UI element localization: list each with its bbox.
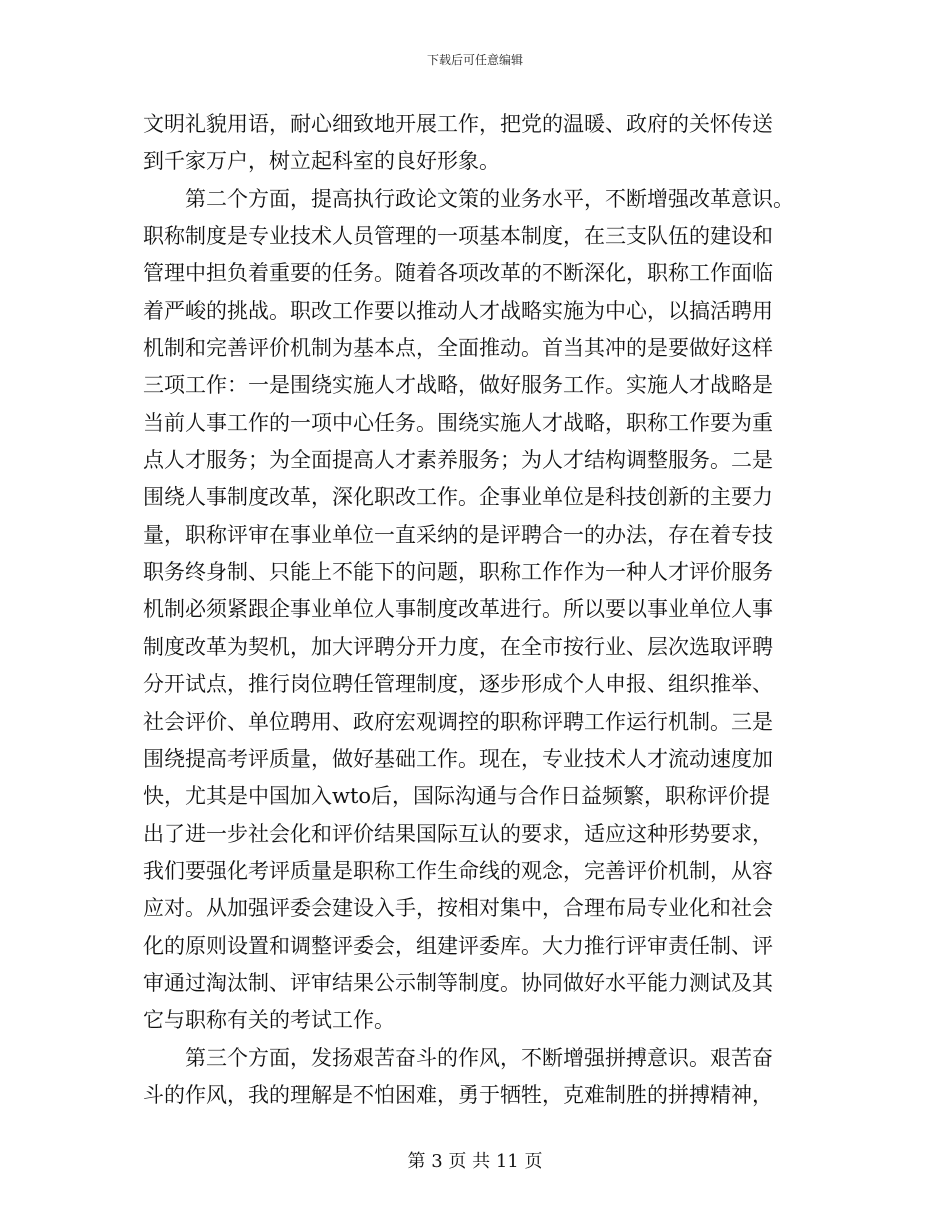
text-line-7: 机制和完善评价机制为基本点，全面推动。首当其冲的是要做好这样 <box>143 336 773 361</box>
text-line-17: 社会评价、单位聘用、政府宏观调控的职称评聘工作运行机制。三是 <box>143 709 773 734</box>
text-line-14: 机制必须紧跟企事业单位人事制度改革进行。所以要以事业单位人事 <box>143 597 773 622</box>
text-line-4: 职称制度是专业技术人员管理的一项基本制度，在三支队伍的建设和 <box>143 224 773 249</box>
text-line-1: 文明礼貌用语，耐心细致地开展工作，把党的温暖、政府的关怀传送 <box>143 112 773 136</box>
text-line-10: 点人才服务；为全面提高人才素养服务；为人才结构调整服务。二是 <box>143 448 773 473</box>
text-line-6: 着严峻的挑战。职改工作要以推动人才战略实施为中心，以搞活聘用 <box>143 298 773 323</box>
text-line-19: 快，尤其是中国加入wto后，国际沟通与合作日益频繁，职称评价提 <box>143 784 771 809</box>
text-line-26: 第三个方面，发扬艰苦奋斗的作风，不断增强拼搏意识。艰苦奋 <box>143 1045 773 1070</box>
text-line-24: 审通过淘汰制、评审结果公示制等制度。协同做好水平能力测试及其 <box>143 970 773 995</box>
text-line-11: 围绕人事制度改革，深化职改工作。企事业单位是科技创新的主要力 <box>143 485 773 510</box>
text-line-27: 斗的作风，我的理解是不怕困难，勇于牺牲，克难制胜的拼搏精神， <box>143 1082 773 1107</box>
text-line-20: 出了进一步社会化和评价结果国际互认的要求，适应这种形势要求， <box>143 821 773 846</box>
text-line-8: 三项工作：一是围绕实施人才战略，做好服务工作。实施人才战略是 <box>143 373 773 398</box>
text-line-25: 它与职称有关的考试工作。 <box>143 1008 395 1033</box>
document-body <box>143 106 843 1114</box>
text-line-13: 职务终身制、只能上不能下的问题，职称工作作为一种人才评价服务 <box>143 560 773 585</box>
text-line-15: 制度改革为契机，加大评聘分开力度，在全市按行业、层次选取评聘 <box>143 634 773 659</box>
text-line-3: 第二个方面，提高执行政论文策的业务水平，不断增强改革意识。 <box>143 186 794 211</box>
text-line-18: 围绕提高考评质量，做好基础工作。现在，专业技术人才流动速度加 <box>143 746 773 771</box>
text-line-21: 我们要强化考评质量是职称工作生命线的观念，完善评价机制，从容 <box>143 858 773 883</box>
text-line-16: 分开试点，推行岗位聘任管理制度，逐步形成个人申报、组织推举、 <box>143 672 773 697</box>
page-footer: 第 3 页 共 11 页 <box>407 1151 543 1172</box>
text-line-23: 化的原则设置和调整评委会，组建评委库。大力推行评审责任制、评 <box>143 933 773 958</box>
text-line-22: 应对。从加强评委会建设入手，按相对集中，合理布局专业化和社会 <box>143 896 773 921</box>
text-line-12: 量，职称评审在事业单位一直采纳的是评聘合一的办法，存在着专技 <box>143 522 773 547</box>
text-line-5: 管理中担负着重要的任务。随着各项改革的不断深化，职称工作面临 <box>143 261 773 286</box>
page-header: 下载后可任意编辑 <box>426 53 523 67</box>
text-line-9: 当前人事工作的一项中心任务。围绕实施人才战略，职称工作要为重 <box>143 410 773 435</box>
text-line-2: 到千家万户，树立起科室的良好形象。 <box>143 149 500 174</box>
